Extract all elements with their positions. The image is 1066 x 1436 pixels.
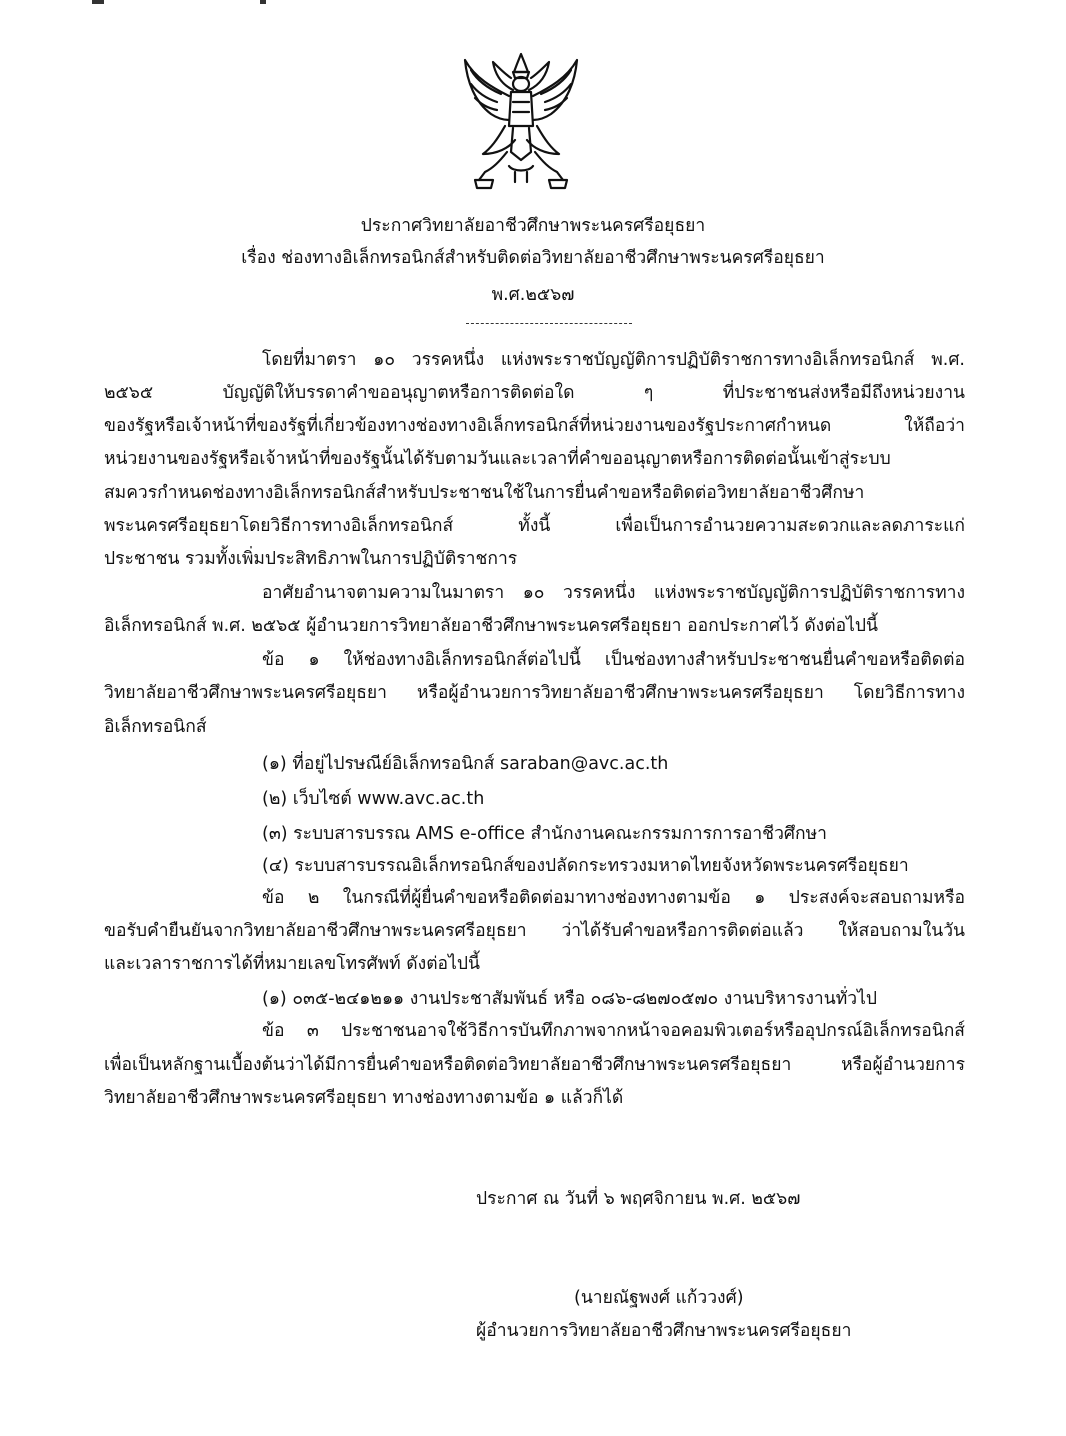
clause-2-line: ขอรับคำยืนยันจากวิทยาลัยอาชีวศึกษาพระนครศรีอยุธยา ว่าได้รับคำขอหรือการติดต่อแล้ว ให้สอบถามในวัน [104, 921, 965, 941]
clause-3-line: ข้อ ๓ ประชาชนอาจใช้วิธีการบันทึกภาพจากหน้าจอคอมพิวเตอร์หรืออุปกรณ์อิเล็กทรอนิกส์ [262, 1021, 965, 1041]
paragraph-line: พระนครศรีอยุธยาโดยวิธีการทางอิเล็กทรอนิกส์ ทั้งนี้ เพื่อเป็นการอำนวยความสะดวกและลดภาระแก่ [104, 516, 965, 536]
scan-artifact [260, 0, 266, 4]
channel-item-moi-saraban: (๔) ระบบสารบรรณอิเล็กทรอนิกส์ของปลัดกระทรวงมหาดไทยจังหวัดพระนครศรีอยุธยา [262, 856, 909, 876]
garuda-emblem-icon [457, 48, 585, 194]
clause-2-line: และเวลาราชการได้ที่หมายเลขโทรศัพท์ ดังต่อไปนี้ [104, 954, 480, 974]
announcement-title: ประกาศวิทยาลัยอาชีวศึกษาพระนครศรีอยุธยา [360, 216, 706, 236]
announcement-date: ประกาศ ณ วันที่ ๖ พฤศจิกายน พ.ศ. ๒๕๖๗ [476, 1189, 801, 1209]
title-divider [466, 323, 632, 324]
subject-line: เรื่อง ช่องทางอิเล็กทรอนิกส์สำหรับติดต่อวิทยาลัยอาชีวศึกษาพระนครศรีอยุธยา [241, 248, 825, 268]
clause-3-line: เพื่อเป็นหลักฐานเบื้องต้นว่าได้มีการยื่นคำขอหรือติดต่อวิทยาลัยอาชีวศึกษาพระนครศรีอยุธยา หรือผู้อำนวยการ [104, 1055, 965, 1075]
scan-artifact [92, 0, 104, 4]
year-line: พ.ศ.๒๕๖๗ [491, 285, 575, 305]
paragraph-line: ประชาชน รวมทั้งเพิ่มประสิทธิภาพในการปฏิบัติราชการ [104, 549, 518, 569]
channel-item-email: (๑) ที่อยู่ไปรษณีย์อิเล็กทรอนิกส์ saraban@avc.ac.th [262, 754, 669, 774]
paragraph-line: อาศัยอำนาจตามความในมาตรา ๑๐ วรรคหนึ่ง แห่งพระราชบัญญัติการปฏิบัติราชการทาง [262, 583, 965, 603]
signer-name: (นายณัฐพงศ์ แก้ววงศ์) [574, 1288, 744, 1308]
paragraph-line: สมควรกำหนดช่องทางอิเล็กทรอนิกส์สำหรับประชาชนใช้ในการยื่นคำขอหรือติดต่อวิทยาลัยอาชีวศึกษา [104, 483, 865, 503]
paragraph-line: โดยที่มาตรา ๑๐ วรรคหนึ่ง แห่งพระราชบัญญัติการปฏิบัติราชการทางอิเล็กทรอนิกส์ พ.ศ. [262, 350, 965, 370]
clause-1-line: อิเล็กทรอนิกส์ [104, 717, 207, 737]
signer-title: ผู้อำนวยการวิทยาลัยอาชีวศึกษาพระนครศรีอยุธยา [476, 1321, 852, 1341]
clause-1-line: ข้อ ๑ ให้ช่องทางอิเล็กทรอนิกส์ต่อไปนี้ เป็นช่องทางสำหรับประชาชนยื่นคำขอหรือติดต่อ [262, 650, 965, 670]
paragraph-line: อิเล็กทรอนิกส์ พ.ศ. ๒๕๖๕ ผู้อำนวยการวิทยาลัยอาชีวศึกษาพระนครศรีอยุธยา ออกประกาศไว้ ดังต่อไปนี้ [104, 616, 878, 636]
paragraph-line: ๒๕๖๕ บัญญัติให้บรรดาคำขออนุญาตหรือการติดต่อใด ๆ ที่ประชาชนส่งหรือมีถึงหน่วยงาน [104, 383, 965, 403]
clause-2-line: ข้อ ๒ ในกรณีที่ผู้ยื่นคำขอหรือติดต่อมาทางช่องทางตามข้อ ๑ ประสงค์จะสอบถามหรือ [262, 888, 965, 908]
clause-3-line: วิทยาลัยอาชีวศึกษาพระนครศรีอยุธยา ทางช่องทางตามข้อ ๑ แล้วก็ได้ [104, 1088, 624, 1108]
phone-line: (๑) ๐๓๕-๒๔๑๒๑๑ งานประชาสัมพันธ์ หรือ ๐๘๖-๘๒๗๐๕๗๐ งานบริหารงานทั่วไป [262, 989, 877, 1009]
paragraph-line: หน่วยงานของรัฐหรือเจ้าหน้าที่ของรัฐนั้นได้รับตามวันและเวลาที่คำขออนุญาตหรือการติดต่อนั้นเข้าสู่ระบบ [104, 449, 891, 469]
channel-item-ams-eoffice: (๓) ระบบสารบรรณ AMS e-office สำนักงานคณะกรรมการการอาชีวศึกษา [262, 824, 827, 844]
channel-item-website: (๒) เว็บไซต์ www.avc.ac.th [262, 789, 485, 809]
paragraph-line: ของรัฐหรือเจ้าหน้าที่ของรัฐที่เกี่ยวข้องทางช่องทางอิเล็กทรอนิกส์ที่หน่วยงานของรัฐประกาศกำหนด ให้ถือว่า [104, 416, 965, 436]
clause-1-line: วิทยาลัยอาชีวศึกษาพระนครศรีอยุธยา หรือผู้อำนวยการวิทยาลัยอาชีวศึกษาพระนครศรีอยุธยา โดยวิธีการทาง [104, 683, 965, 703]
